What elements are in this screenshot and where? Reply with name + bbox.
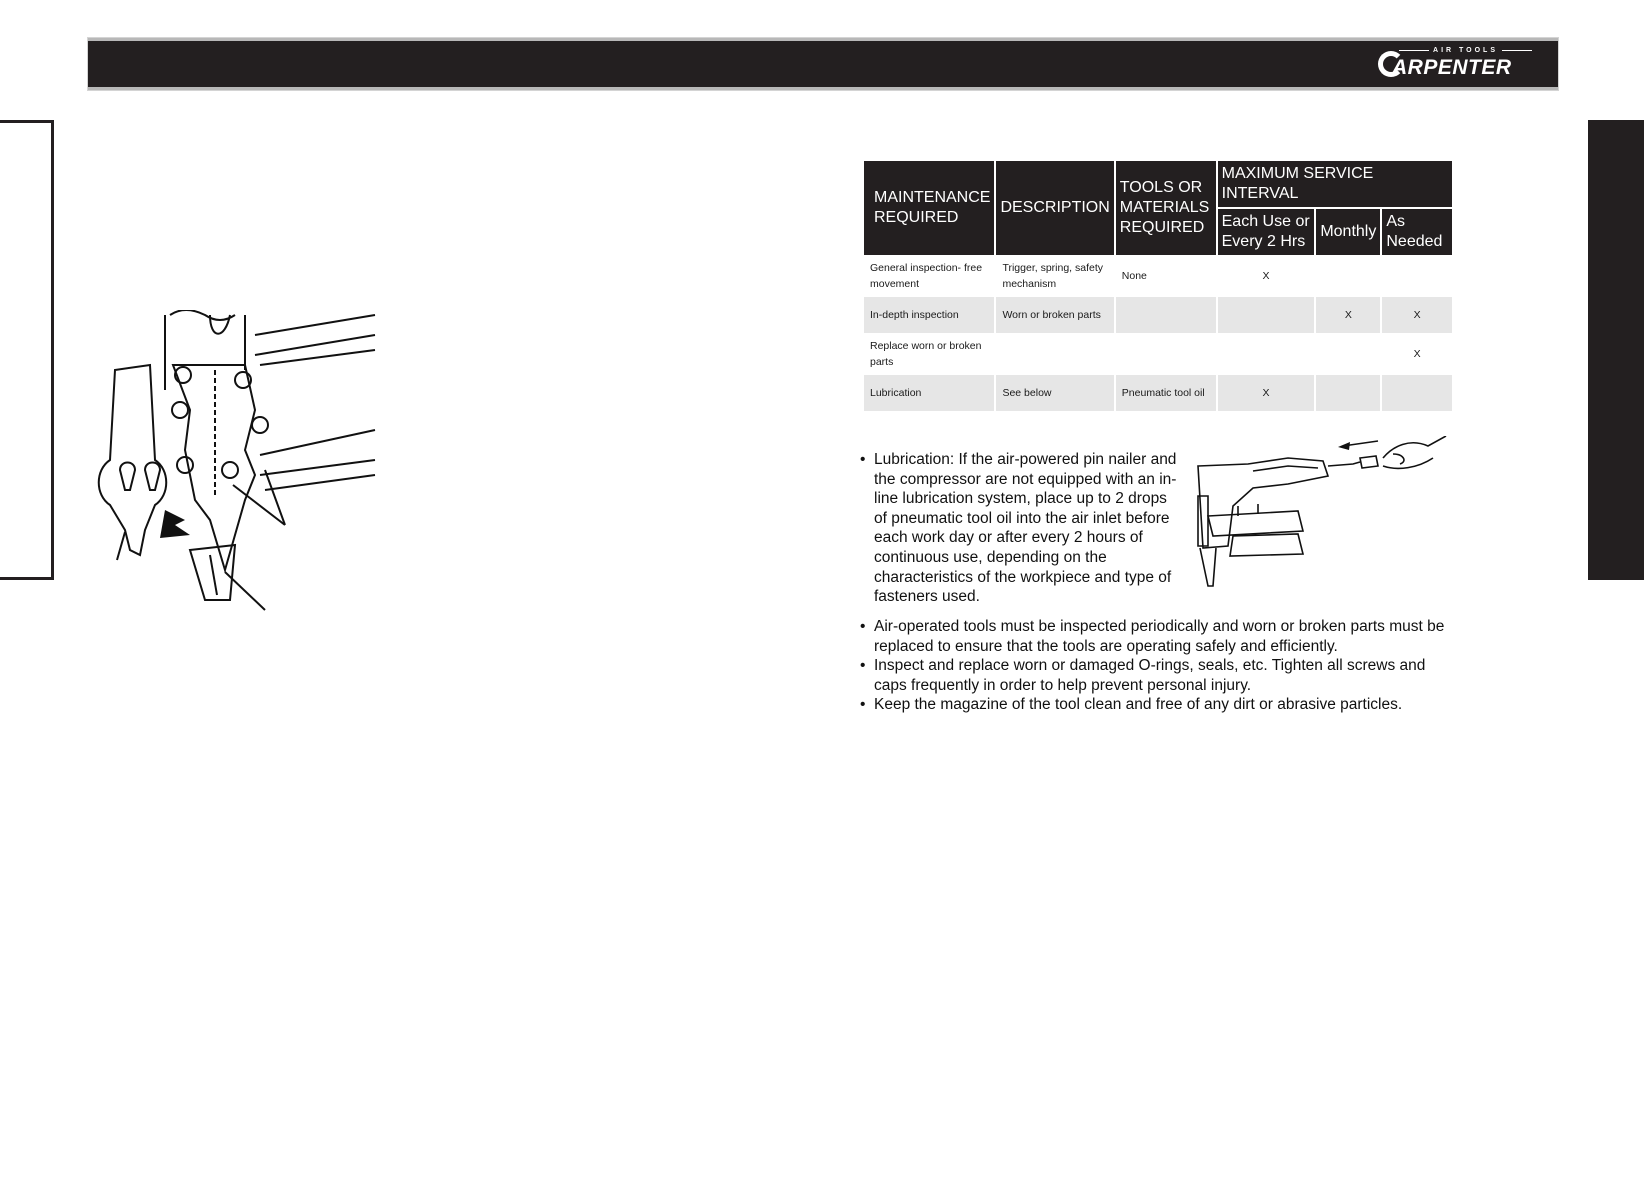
cell-as-needed — [1382, 375, 1452, 411]
oil-arrow-head — [1338, 442, 1350, 450]
header-max-service-interval: MAXIMUM SERVICE INTERVAL — [1218, 161, 1452, 207]
header-bar — [88, 38, 1558, 90]
table-row — [864, 335, 1452, 373]
guard-slot-right — [145, 463, 160, 491]
cell-maintenance: In-depth inspection — [864, 297, 994, 333]
right-page-tab — [1588, 120, 1644, 580]
cell-maintenance: Lubrication — [864, 375, 994, 411]
cell-tools — [1116, 335, 1216, 373]
list-item: • Air-operated tools must be inspected periodically and worn or broken parts must be replaced to ensure that the tools are operating safely and efficiently. — [860, 617, 1460, 656]
list-item: • Inspect and replace worn or damaged O-rings, seals, etc. Tighten all screws and caps frequently in order to help prevent personal injury. — [860, 656, 1460, 695]
cell-description: See below — [996, 375, 1113, 411]
cell-description — [996, 335, 1113, 373]
magazine-lower — [1230, 534, 1303, 556]
cell-tools — [1116, 297, 1216, 333]
leader-line-guard — [117, 532, 125, 560]
cell-description: Worn or broken parts — [996, 297, 1113, 333]
cell-tools: Pneumatic tool oil — [1116, 375, 1216, 411]
brand-name: ARPENTER — [1392, 56, 1512, 79]
cell-as-needed: X — [1382, 297, 1452, 333]
cell-each-use — [1218, 335, 1315, 373]
removed-nose-guard — [99, 365, 167, 555]
cell-monthly: X — [1316, 297, 1380, 333]
cell-each-use: X — [1262, 270, 1270, 282]
nose — [1200, 548, 1216, 586]
coupler — [1360, 456, 1378, 468]
table-row — [864, 257, 1452, 295]
nailer-grip-line — [1253, 466, 1318, 471]
brand-logo — [1378, 47, 1538, 81]
hand-finger — [1393, 454, 1404, 464]
screw-5 — [177, 457, 193, 473]
header-maintenance-required: MAINTENANCE REQUIRED — [864, 161, 994, 255]
header-tools-required: TOOLS OR MATERIALS REQUIRED — [1116, 161, 1216, 255]
screw-4 — [252, 417, 268, 433]
nose-jam-diagram — [95, 310, 385, 640]
header-as-needed: As Needed — [1382, 209, 1452, 255]
lubrication-text: • Lubrication: If the air-powered pin nailer and the compressor are not equipped with an in-line lubrication system, place up to 2 drops of pneumatic tool oil into the air inlet before each work day or after every 2 hours of continuous use, depending on the characteristics of the workpiece and type of fasteners used. — [860, 450, 1180, 607]
header-monthly: Monthly — [1316, 209, 1380, 255]
list-item: • Keep the magazine of the tool clean and free of any dirt or abrasive particles. — [860, 695, 1460, 715]
header-description: DESCRIPTION — [996, 161, 1113, 255]
air-fitting — [1328, 462, 1360, 466]
magazine — [1208, 511, 1303, 536]
screw-3 — [172, 402, 188, 418]
cell-each-use — [1218, 297, 1315, 333]
cell-each-use: X — [1218, 375, 1315, 411]
table-row — [864, 297, 1452, 333]
cell-monthly — [1316, 375, 1380, 411]
magazine-rail-upper — [255, 315, 375, 365]
removal-arrow — [160, 510, 190, 538]
screw-6 — [222, 462, 238, 478]
left-page-tab — [0, 120, 54, 580]
cell-description: Trigger, spring, safety mechanism — [1002, 262, 1104, 290]
cell-monthly — [1316, 257, 1380, 295]
maintenance-table — [862, 159, 1454, 413]
cell-monthly — [1316, 335, 1380, 373]
header-each-use: Each Use or Every 2 Hrs — [1218, 209, 1315, 255]
cell-maintenance: General inspection- free movement — [870, 262, 983, 290]
hand-outline — [1383, 436, 1446, 468]
table-row — [864, 375, 1452, 411]
cell-tools: None — [1121, 270, 1147, 282]
cell-as-needed — [1382, 257, 1452, 295]
cell-maintenance: Replace worn or broken parts — [870, 340, 982, 368]
tool-top-curve — [170, 310, 235, 320]
lubrication-section — [860, 450, 1180, 607]
magazine-rail-lower — [260, 430, 375, 490]
guard-slot-left — [120, 463, 135, 491]
cell-as-needed: X — [1413, 348, 1421, 360]
nose-cover-slot — [210, 555, 217, 595]
brand-tagline: AIR TOOLS — [1395, 47, 1536, 54]
pin-nailer-illustration — [1178, 436, 1448, 601]
maintenance-bullet-list — [860, 617, 1460, 715]
